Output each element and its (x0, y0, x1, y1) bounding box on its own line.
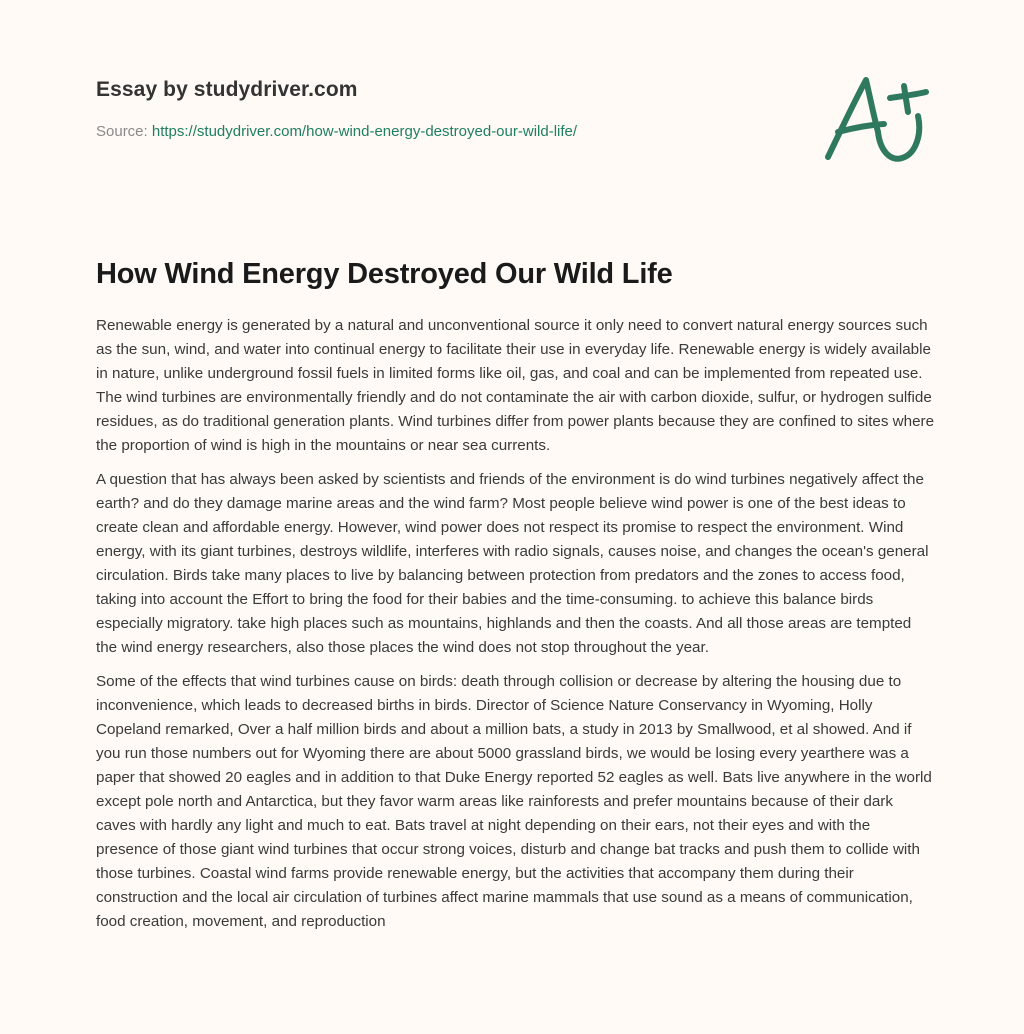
source-line (96, 122, 796, 142)
essay-paragraph-3: Some of the effects that wind turbines cause on birds: death through collision or decrease by altering the housing due to inconvenience, which leads to decreased births in birds. Director of Science Nature Conservancy in Wyoming, Holly Copeland remarked, Over a half million birds and about a million bats, a study in 2013 by Smallwood, et al showed. And if you run those numbers out for Wyoming there are about 5000 grassland birds, we would be losing every yearthere was a paper that showed 20 eagles and in addition to that Duke Energy reported 52 eagles as well. Bats live anywhere in the world except pole north and Antarctica, but they favor warm areas like rainforests and prefer mountains because of their dark caves with hardly any light and much to eat. Bats travel at night depending on their ears, not their eyes and with the presence of those giant wind turbines that occur strong voices, disturb and change bat tracks and push them to collide with those turbines. Coastal wind farms provide renewable energy, but the activities that accompany them during their construction and the local air circulation of turbines affect marine mammals that use sound as a means of communication, food creation, movement, and reproduction (96, 673, 932, 930)
source-label: Source: (96, 123, 148, 140)
site-title: Essay by studydriver.com (96, 78, 358, 101)
essay-paragraph-1: Renewable energy is generated by a natural and unconventional source it only need to convert natural energy sources such as the sun, wind, and water into continual energy to facilitate their use in everyday life. Renewable energy is widely available in nature, unlike underground fossil fuels in limited forms like oil, gas, and coal and can be implemented from repeated use. The wind turbines are environmentally friendly and do not contaminate the air with carbon dioxide, sulfur, or hydrogen sulfide residues, as do traditional generation plants. Wind turbines differ from power plants because they are confined to sites where the proportion of wind is high in the mountains or near sea currents. (96, 317, 935, 454)
essay-body (96, 314, 936, 944)
source-link[interactable]: https://studydriver.com/how-wind-energy-destroyed-our-wild-life/ (151, 123, 578, 140)
essay-title: How Wind Energy Destroyed Our Wild Life (96, 258, 673, 290)
a-plus-grade-icon (818, 62, 938, 172)
page-header (96, 76, 796, 142)
essay-paragraph-2: A question that has always been asked by scientists and friends of the environment is do wind turbines negatively affect the earth? and do they damage marine areas and the wind farm? Most people believe wind power is one of the best ideas to create clean and affordable energy. However, wind power does not respect its promise to respect the environment. Wind energy, with its giant turbines, destroys wildlife, interferes with radio signals, causes noise, and changes the ocean's general circulation. Birds take many places to live by balancing between protection from predators and the zones to access food, taking into account the Effort to bring the food for their babies and the time-consuming. to achieve this balance birds especially migratory. take high places such as mountains, highlands and then the coasts. And all those areas are tempted the wind energy researchers, also those places the wind does not stop throughout the year. (96, 471, 929, 656)
